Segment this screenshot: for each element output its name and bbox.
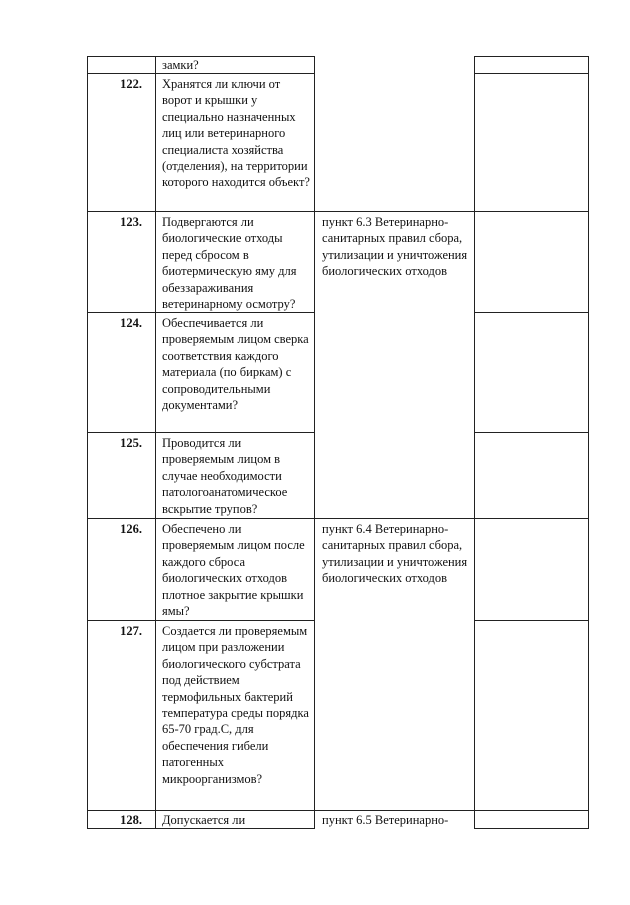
question-text: Подвергаются ли биологические отходы перед сбросом в биотермическую яму для обеззараживания ветеринарному осмотру? [162,215,297,312]
legal-reference: пункт 6.3 Ветеринарно-санитарных правил сбора, утилизации и уничтожения биологических отходов [322,215,468,279]
row-number: 123. [120,215,142,229]
legal-reference: пункт 6.5 Ветеринарно- [322,813,449,827]
row-number: 122. [120,77,142,91]
row-number: 124. [120,316,142,330]
legal-reference: пункт 6.4 Ветеринарно-санитарных правил сбора, утилизации и уничтожения биологических отходов [322,522,468,586]
question-text: Обеспечено ли проверяемым лицом после каждого сброса биологических отходов плотное закрытие крышки ямы? [162,522,305,619]
question-text: Проводится ли проверяемым лицом в случае необходимости патологоанатомическое вскрытие трупов? [162,436,288,516]
question-text: Создается ли проверяемым лицом при разложении биологического субстрата под действием термофильных бактерий температура среды порядка 65-70 град.С, для обеспечения гибели патогенных микроорганизмов? [162,624,309,786]
question-text: Обеспечивается ли проверяемым лицом сверка соответствия каждого материала (по биркам) с сопроводительными документами? [162,316,309,413]
row-number: 125. [120,436,142,450]
question-text: Хранятся ли ключи от ворот и крышки у специально назначенных лиц или ветеринарного специалиста хозяйства (отделения), на территории которого находится объект? [162,77,310,190]
question-text: замки? [162,58,199,72]
row-number: 126. [120,522,142,536]
question-text: Допускается ли [162,813,246,827]
row-number: 127. [120,624,142,638]
row-number: 128. [120,813,142,827]
